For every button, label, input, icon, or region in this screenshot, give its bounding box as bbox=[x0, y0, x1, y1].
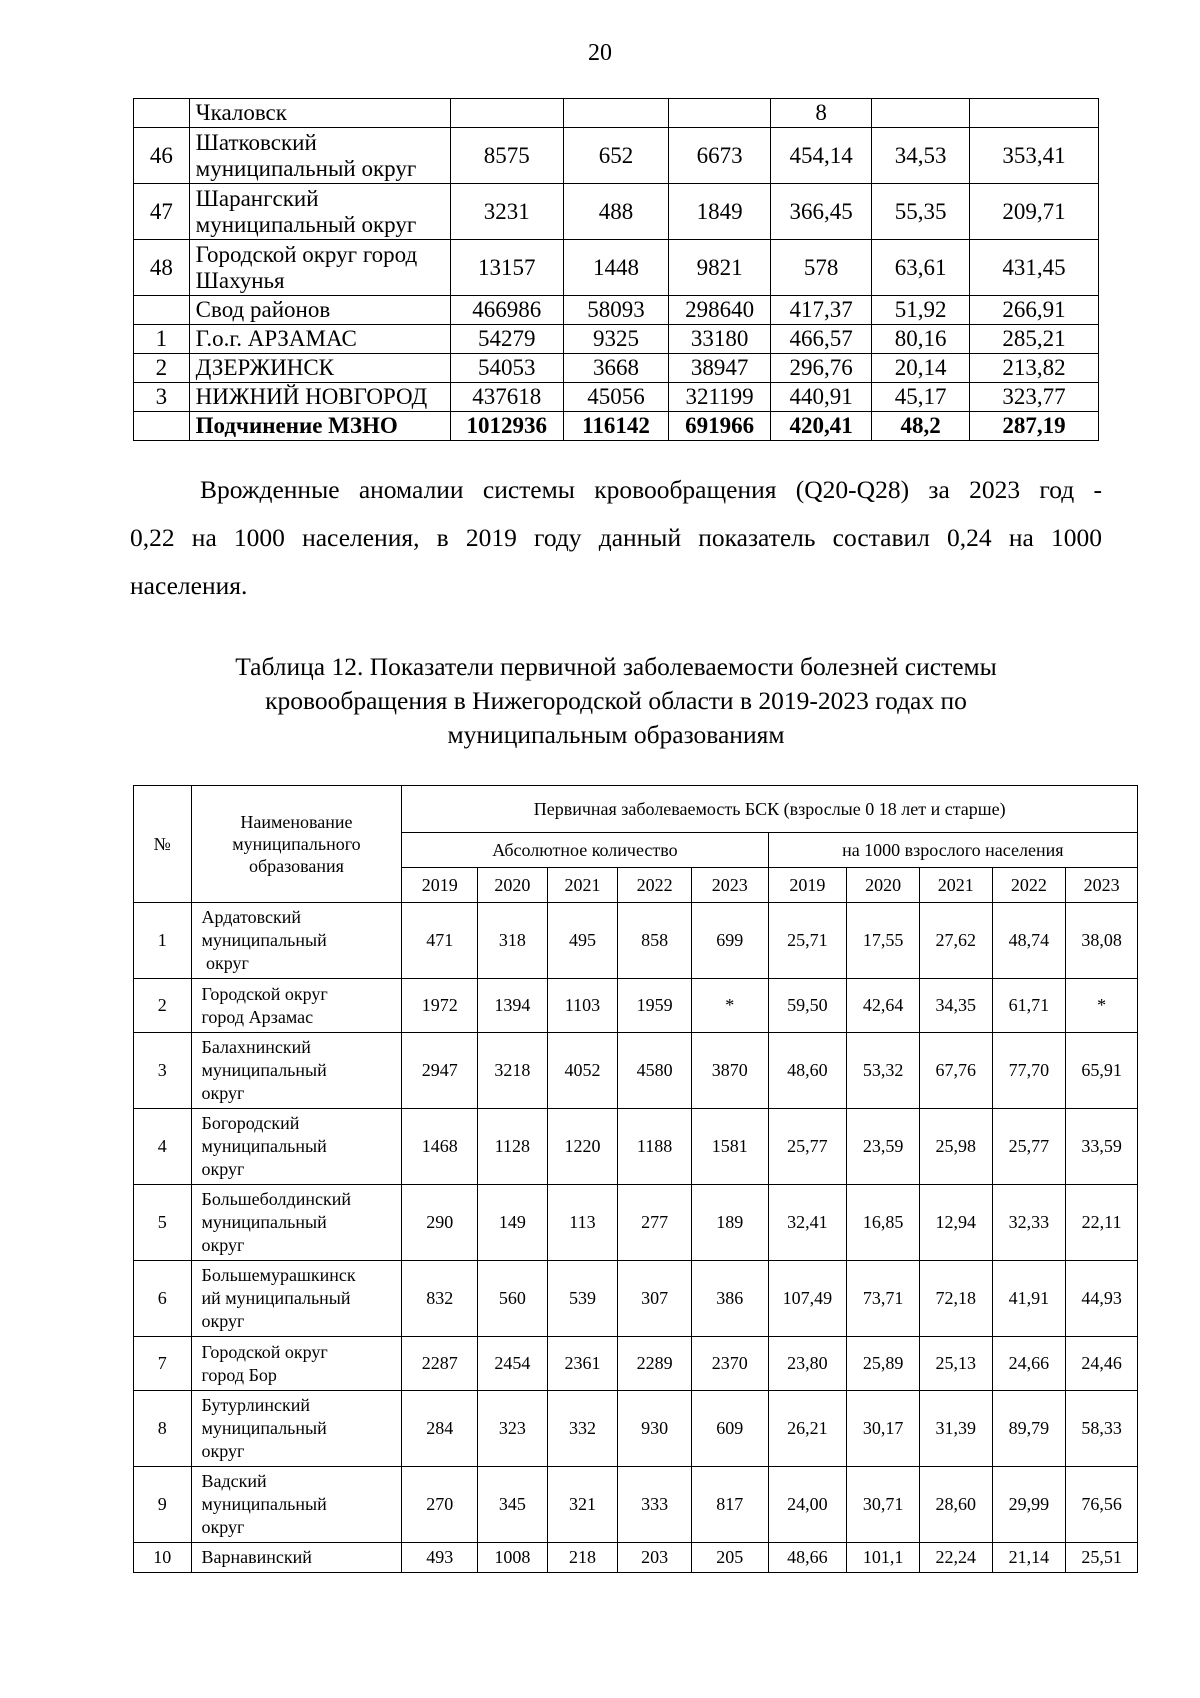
caption-line: Таблица 12. Показатели первичной заболеваемости болезней системы bbox=[235, 652, 997, 681]
value-cell: 30,17 bbox=[847, 1391, 920, 1467]
district-name: Шарангский муниципальный округ bbox=[189, 184, 450, 240]
municipality-name bbox=[191, 1467, 402, 1543]
value-cell: 32,41 bbox=[768, 1185, 847, 1261]
header-name: Наименование муниципального образования bbox=[191, 786, 402, 903]
name-line: город Бор bbox=[201, 1364, 277, 1385]
value-cell: 817 bbox=[691, 1467, 768, 1543]
row-number: 47 bbox=[134, 184, 190, 240]
value-cell: 28,60 bbox=[919, 1467, 992, 1543]
header-year: 2019 bbox=[402, 868, 478, 903]
value-cell: 65,91 bbox=[1066, 1033, 1138, 1109]
value-cell: 73,71 bbox=[847, 1261, 920, 1337]
value-cell: 48,74 bbox=[992, 903, 1066, 979]
value-cell: 26,21 bbox=[768, 1391, 847, 1467]
value-cell: 24,00 bbox=[768, 1467, 847, 1543]
value-cell: 72,18 bbox=[919, 1261, 992, 1337]
district-name: Чкаловск bbox=[189, 99, 450, 128]
value-cell bbox=[970, 99, 1099, 128]
name-line: ий муниципальный bbox=[201, 1288, 351, 1308]
value-cell: 1468 bbox=[402, 1109, 478, 1185]
municipality-name bbox=[191, 1033, 402, 1109]
district-name: Городской округ город Шахунья bbox=[189, 240, 450, 296]
value-cell: 25,89 bbox=[847, 1337, 920, 1391]
name-line: муниципальный bbox=[201, 1494, 327, 1514]
value-cell: 116142 bbox=[563, 412, 668, 441]
value-cell: 21,14 bbox=[992, 1543, 1066, 1573]
header-year: 2019 bbox=[768, 868, 847, 903]
value-cell: 323 bbox=[478, 1391, 548, 1467]
value-cell bbox=[563, 99, 668, 128]
header-group: Первичная заболеваемость БСК (взрослые 0 18 лет и старше) bbox=[402, 786, 1138, 833]
value-cell: 691966 bbox=[669, 412, 771, 441]
header-year: 2021 bbox=[547, 868, 618, 903]
value-cell: 2287 bbox=[402, 1337, 478, 1391]
value-cell: 30,71 bbox=[847, 1467, 920, 1543]
table-row bbox=[134, 99, 1099, 128]
municipality-name bbox=[191, 1261, 402, 1337]
value-cell: 77,70 bbox=[992, 1033, 1066, 1109]
value-cell: 38,08 bbox=[1066, 903, 1138, 979]
value-cell: 1849 bbox=[669, 184, 771, 240]
name-line: Ардатовский bbox=[201, 907, 301, 927]
value-cell: 353,41 bbox=[970, 128, 1099, 184]
value-cell: 366,45 bbox=[771, 184, 872, 240]
value-cell: 287,19 bbox=[970, 412, 1099, 441]
name-line: Городской округ bbox=[201, 1341, 328, 1362]
value-cell: 4580 bbox=[618, 1033, 692, 1109]
value-cell: 29,99 bbox=[992, 1467, 1066, 1543]
value-cell: 1012936 bbox=[450, 412, 563, 441]
value-cell: 321 bbox=[547, 1467, 618, 1543]
value-cell: 2289 bbox=[618, 1337, 692, 1391]
row-number bbox=[134, 412, 190, 441]
table-row bbox=[134, 184, 1099, 240]
value-cell: 495 bbox=[547, 903, 618, 979]
value-cell: 3870 bbox=[691, 1033, 768, 1109]
district-name: Подчинение МЗНО bbox=[189, 412, 450, 441]
name-line: муниципальный bbox=[201, 1418, 327, 1438]
header-year: 2021 bbox=[919, 868, 992, 903]
value-cell: 431,45 bbox=[970, 240, 1099, 296]
value-cell: 471 bbox=[402, 903, 478, 979]
table-row bbox=[134, 1543, 1138, 1573]
value-cell: 8575 bbox=[450, 128, 563, 184]
value-cell: 33,59 bbox=[1066, 1109, 1138, 1185]
value-cell: * bbox=[691, 979, 768, 1033]
paragraph-line: 0,22 на 1000 населения, в 2019 году данный показатель составил 0,24 на 1000 bbox=[130, 523, 1102, 552]
value-cell: 89,79 bbox=[992, 1391, 1066, 1467]
table-row bbox=[134, 1467, 1138, 1543]
row-number: 3 bbox=[134, 1033, 192, 1109]
table-row bbox=[134, 354, 1099, 383]
value-cell: 113 bbox=[547, 1185, 618, 1261]
table-row bbox=[134, 296, 1099, 325]
value-cell: 307 bbox=[618, 1261, 692, 1337]
value-cell: * bbox=[1066, 979, 1138, 1033]
row-number: 9 bbox=[134, 1467, 192, 1543]
table-caption bbox=[130, 650, 1102, 752]
header-year: 2023 bbox=[1066, 868, 1138, 903]
row-number bbox=[134, 99, 190, 128]
district-name: Г.о.г. АРЗАМАС bbox=[189, 325, 450, 354]
value-cell: 55,35 bbox=[872, 184, 970, 240]
header-year: 2023 bbox=[691, 868, 768, 903]
value-cell: 1220 bbox=[547, 1109, 618, 1185]
value-cell: 51,92 bbox=[872, 296, 970, 325]
value-cell: 54053 bbox=[450, 354, 563, 383]
row-number: 10 bbox=[134, 1543, 192, 1573]
value-cell: 16,85 bbox=[847, 1185, 920, 1261]
value-cell: 38947 bbox=[669, 354, 771, 383]
table-row bbox=[134, 412, 1099, 441]
row-number: 5 bbox=[134, 1185, 192, 1261]
value-cell bbox=[669, 99, 771, 128]
municipality-name bbox=[191, 1337, 402, 1391]
value-cell: 1581 bbox=[691, 1109, 768, 1185]
value-cell: 560 bbox=[478, 1261, 548, 1337]
header-year: 2022 bbox=[992, 868, 1066, 903]
value-cell: 321199 bbox=[669, 383, 771, 412]
name-line: муниципальный bbox=[201, 1136, 327, 1156]
value-cell: 63,61 bbox=[872, 240, 970, 296]
value-cell: 34,35 bbox=[919, 979, 992, 1033]
value-cell: 296,76 bbox=[771, 354, 872, 383]
header-year: 2020 bbox=[847, 868, 920, 903]
name-line: Варнавинский bbox=[201, 1547, 312, 1567]
value-cell: 2361 bbox=[547, 1337, 618, 1391]
value-cell: 832 bbox=[402, 1261, 478, 1337]
value-cell: 41,91 bbox=[992, 1261, 1066, 1337]
row-number: 8 bbox=[134, 1391, 192, 1467]
value-cell: 76,56 bbox=[1066, 1467, 1138, 1543]
table-row bbox=[134, 1033, 1138, 1109]
table-row bbox=[134, 1337, 1138, 1391]
name-line: Большеболдинский bbox=[201, 1189, 351, 1209]
value-cell: 23,59 bbox=[847, 1109, 920, 1185]
name-line: Вадский bbox=[201, 1471, 267, 1491]
value-cell: 149 bbox=[478, 1185, 548, 1261]
row-number: 3 bbox=[134, 383, 190, 412]
name-line: округ bbox=[201, 1235, 245, 1255]
value-cell: 1394 bbox=[478, 979, 548, 1033]
row-number: 7 bbox=[134, 1337, 192, 1391]
caption-line: кровообращения в Нижегородской области в 2019-2023 годах по bbox=[265, 686, 967, 715]
name-line: округ bbox=[201, 1311, 245, 1331]
page-number: 20 bbox=[588, 40, 612, 66]
value-cell: 417,37 bbox=[771, 296, 872, 325]
value-cell: 323,77 bbox=[970, 383, 1099, 412]
caption-line: муниципальным образованиям bbox=[447, 720, 785, 749]
row-number: 46 bbox=[134, 128, 190, 184]
value-cell: 284 bbox=[402, 1391, 478, 1467]
municipality-name bbox=[191, 1391, 402, 1467]
value-cell: 209,71 bbox=[970, 184, 1099, 240]
value-cell: 699 bbox=[691, 903, 768, 979]
value-cell: 1128 bbox=[478, 1109, 548, 1185]
value-cell: 466,57 bbox=[771, 325, 872, 354]
row-number bbox=[134, 296, 190, 325]
name-line: Богородский bbox=[201, 1113, 300, 1133]
name-line: округ bbox=[201, 1159, 245, 1179]
value-cell: 25,98 bbox=[919, 1109, 992, 1185]
value-cell: 440,91 bbox=[771, 383, 872, 412]
table-row bbox=[134, 325, 1099, 354]
name-line: муниципальный bbox=[201, 930, 327, 950]
value-cell: 34,53 bbox=[872, 128, 970, 184]
value-cell: 858 bbox=[618, 903, 692, 979]
value-cell: 578 bbox=[771, 240, 872, 296]
value-cell: 1959 bbox=[618, 979, 692, 1033]
paragraph-line: Врожденные аномалии системы кровообращения (Q20-Q28) за 2023 год - bbox=[200, 475, 1102, 504]
value-cell: 1448 bbox=[563, 240, 668, 296]
district-name: ДЗЕРЖИНСК bbox=[189, 354, 450, 383]
name-line: город Арзамас bbox=[201, 1006, 314, 1027]
value-cell: 44,93 bbox=[1066, 1261, 1138, 1337]
value-cell: 53,32 bbox=[847, 1033, 920, 1109]
value-cell: 58,33 bbox=[1066, 1391, 1138, 1467]
value-cell: 61,71 bbox=[992, 979, 1066, 1033]
value-cell: 298640 bbox=[669, 296, 771, 325]
value-cell: 333 bbox=[618, 1467, 692, 1543]
municipality-name bbox=[191, 1543, 402, 1573]
value-cell: 20,14 bbox=[872, 354, 970, 383]
value-cell: 107,49 bbox=[768, 1261, 847, 1337]
header-per-1000: на 1000 взрослого населения bbox=[768, 833, 1137, 868]
header-year: 2020 bbox=[478, 868, 548, 903]
value-cell: 3231 bbox=[450, 184, 563, 240]
value-cell: 437618 bbox=[450, 383, 563, 412]
name-line: Балахнинский bbox=[201, 1037, 311, 1057]
value-cell: 12,94 bbox=[919, 1185, 992, 1261]
value-cell: 22,24 bbox=[919, 1543, 992, 1573]
table-row bbox=[134, 903, 1138, 979]
value-cell: 13157 bbox=[450, 240, 563, 296]
row-number: 48 bbox=[134, 240, 190, 296]
value-cell: 54279 bbox=[450, 325, 563, 354]
value-cell: 6673 bbox=[669, 128, 771, 184]
value-cell: 420,41 bbox=[771, 412, 872, 441]
value-cell: 539 bbox=[547, 1261, 618, 1337]
value-cell: 23,80 bbox=[768, 1337, 847, 1391]
value-cell: 101,1 bbox=[847, 1543, 920, 1573]
value-cell: 213,82 bbox=[970, 354, 1099, 383]
name-line: Большемурашкинск bbox=[201, 1265, 356, 1285]
table-row bbox=[134, 1391, 1138, 1467]
value-cell: 32,33 bbox=[992, 1185, 1066, 1261]
district-name: Свод районов bbox=[189, 296, 450, 325]
value-cell: 1188 bbox=[618, 1109, 692, 1185]
value-cell: 33180 bbox=[669, 325, 771, 354]
value-cell: 45,17 bbox=[872, 383, 970, 412]
value-cell: 466986 bbox=[450, 296, 563, 325]
value-cell: 9325 bbox=[563, 325, 668, 354]
value-cell: 8 bbox=[771, 99, 872, 128]
value-cell: 652 bbox=[563, 128, 668, 184]
value-cell: 386 bbox=[691, 1261, 768, 1337]
value-cell: 345 bbox=[478, 1467, 548, 1543]
value-cell: 205 bbox=[691, 1543, 768, 1573]
value-cell: 9821 bbox=[669, 240, 771, 296]
value-cell: 3218 bbox=[478, 1033, 548, 1109]
value-cell: 25,77 bbox=[768, 1109, 847, 1185]
name-line: Бутурлинский bbox=[201, 1395, 311, 1415]
value-cell: 488 bbox=[563, 184, 668, 240]
value-cell: 609 bbox=[691, 1391, 768, 1467]
value-cell: 2370 bbox=[691, 1337, 768, 1391]
municipality-name bbox=[191, 979, 402, 1033]
value-cell: 22,11 bbox=[1066, 1185, 1138, 1261]
district-name: Шатковский муниципальный округ bbox=[189, 128, 450, 184]
table-row bbox=[134, 240, 1099, 296]
value-cell: 27,62 bbox=[919, 903, 992, 979]
value-cell: 285,21 bbox=[970, 325, 1099, 354]
value-cell: 24,66 bbox=[992, 1337, 1066, 1391]
incidence-table bbox=[133, 785, 1138, 1573]
row-number: 1 bbox=[134, 903, 192, 979]
district-name: НИЖНИЙ НОВГОРОД bbox=[189, 383, 450, 412]
value-cell: 930 bbox=[618, 1391, 692, 1467]
value-cell: 67,76 bbox=[919, 1033, 992, 1109]
value-cell: 45056 bbox=[563, 383, 668, 412]
row-number: 2 bbox=[134, 979, 192, 1033]
value-cell: 48,66 bbox=[768, 1543, 847, 1573]
value-cell: 270 bbox=[402, 1467, 478, 1543]
value-cell: 80,16 bbox=[872, 325, 970, 354]
name-line: округ bbox=[201, 1517, 245, 1537]
value-cell: 25,51 bbox=[1066, 1543, 1138, 1573]
value-cell: 31,39 bbox=[919, 1391, 992, 1467]
table-row bbox=[134, 979, 1138, 1033]
name-line: округ bbox=[201, 1441, 245, 1461]
row-number: 6 bbox=[134, 1261, 192, 1337]
value-cell: 290 bbox=[402, 1185, 478, 1261]
row-number: 1 bbox=[134, 325, 190, 354]
value-cell: 1972 bbox=[402, 979, 478, 1033]
value-cell: 25,77 bbox=[992, 1109, 1066, 1185]
table-row bbox=[134, 1185, 1138, 1261]
value-cell: 266,91 bbox=[970, 296, 1099, 325]
name-line: муниципальный bbox=[201, 1212, 327, 1232]
value-cell bbox=[872, 99, 970, 128]
header-num: № bbox=[134, 786, 192, 903]
header-absolute: Абсолютное количество bbox=[402, 833, 768, 868]
value-cell: 1008 bbox=[478, 1543, 548, 1573]
value-cell: 59,50 bbox=[768, 979, 847, 1033]
value-cell: 277 bbox=[618, 1185, 692, 1261]
value-cell: 3668 bbox=[563, 354, 668, 383]
value-cell: 4052 bbox=[547, 1033, 618, 1109]
municipality-name bbox=[191, 1185, 402, 1261]
value-cell: 218 bbox=[547, 1543, 618, 1573]
value-cell: 25,71 bbox=[768, 903, 847, 979]
value-cell: 2947 bbox=[402, 1033, 478, 1109]
table-row bbox=[134, 383, 1099, 412]
value-cell: 493 bbox=[402, 1543, 478, 1573]
value-cell: 48,60 bbox=[768, 1033, 847, 1109]
district-summary-table bbox=[133, 98, 1099, 441]
name-line: округ bbox=[201, 953, 249, 973]
value-cell: 1103 bbox=[547, 979, 618, 1033]
row-number: 2 bbox=[134, 354, 190, 383]
value-cell: 58093 bbox=[563, 296, 668, 325]
value-cell: 2454 bbox=[478, 1337, 548, 1391]
municipality-name bbox=[191, 1109, 402, 1185]
row-number: 4 bbox=[134, 1109, 192, 1185]
value-cell: 24,46 bbox=[1066, 1337, 1138, 1391]
value-cell: 203 bbox=[618, 1543, 692, 1573]
body-paragraph bbox=[130, 466, 1102, 610]
value-cell: 318 bbox=[478, 903, 548, 979]
table-row bbox=[134, 1261, 1138, 1337]
value-cell: 17,55 bbox=[847, 903, 920, 979]
value-cell: 454,14 bbox=[771, 128, 872, 184]
name-line: округ bbox=[201, 1083, 245, 1103]
table-row bbox=[134, 128, 1099, 184]
paragraph-line: населения. bbox=[130, 571, 248, 600]
name-line: муниципальный bbox=[201, 1060, 327, 1080]
table-row bbox=[134, 1109, 1138, 1185]
value-cell: 42,64 bbox=[847, 979, 920, 1033]
value-cell: 48,2 bbox=[872, 412, 970, 441]
value-cell: 25,13 bbox=[919, 1337, 992, 1391]
header-year: 2022 bbox=[618, 868, 692, 903]
value-cell: 332 bbox=[547, 1391, 618, 1467]
value-cell: 189 bbox=[691, 1185, 768, 1261]
name-line: Городской округ bbox=[201, 983, 328, 1004]
municipality-name bbox=[191, 903, 402, 979]
value-cell bbox=[450, 99, 563, 128]
